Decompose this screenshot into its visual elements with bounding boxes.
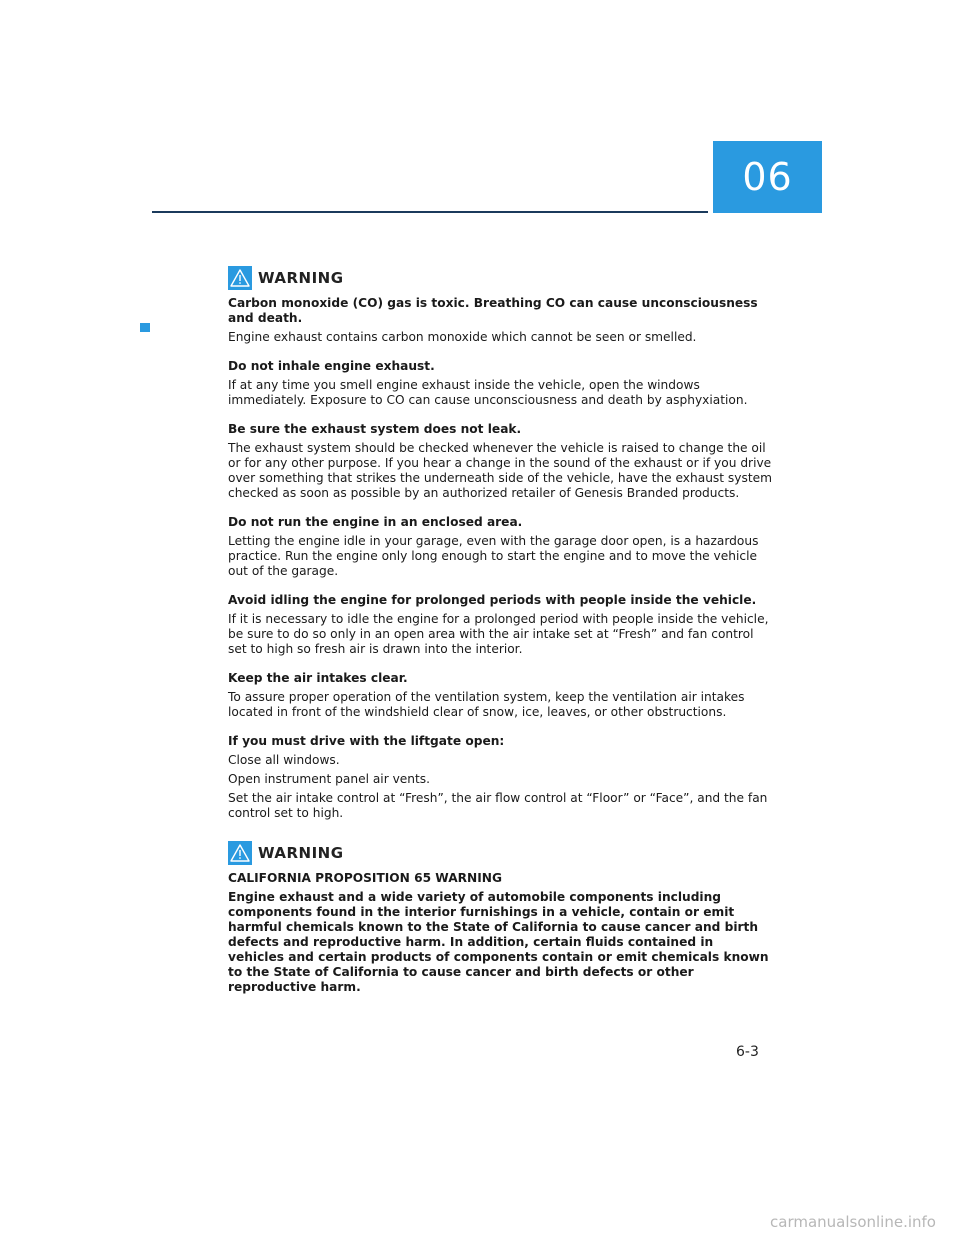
prop65-subtitle: CALIFORNIA PROPOSITION 65 WARNING [228,871,502,885]
section-heading: Do not run the engine in an enclosed area. [228,515,523,529]
warning-header [228,266,773,290]
section-heading: Avoid idling the engine for prolonged periods with people inside the vehicle. [228,593,757,607]
warning-title: WARNING [258,844,344,862]
liftgate-line: Close all windows. [228,753,340,767]
section-body: If at any time you smell engine exhaust inside the vehicle, open the windows immediately. Exposure to CO can cause unconsciousness and death by asphyxiation. [228,378,748,407]
section-marker [140,323,150,332]
warning-title: WARNING [258,269,344,287]
warning-intro-text: Engine exhaust contains carbon monoxide which cannot be seen or smelled. [228,330,697,344]
section-body: Letting the engine idle in your garage, even with the garage door open, is a hazardous practice. Run the engine only long enough to start the engine and to move the vehicle out of the garage. [228,534,759,578]
prop65-warning [228,841,773,995]
prop65-text: Engine exhaust and a wide variety of automobile components including components found in the interior furnishings in a vehicle, contain or emit harmful chemicals known to the State of California to cause cancer and birth defects and reproductive harm. In addition, certain fluids contained in vehicles and certain products of components contain or emit chemicals known to the State of California to cause cancer and birth defects or other reproductive harm. [228,890,769,994]
liftgate-heading: If you must drive with the liftgate open: [228,734,505,748]
liftgate-line: Set the air intake control at “Fresh”, the air flow control at “Floor” or “Face”, and the fan control set to high. [228,791,768,820]
section-body: If it is necessary to idle the engine for a prolonged period with people inside the vehicle, be sure to do so only in an open area with the air intake set at “Fresh” and fan control set to high so fresh air is drawn into the interior. [228,612,769,656]
watermark: carmanualsonline.info [770,1213,936,1231]
warning-intro-bold: Carbon monoxide (CO) gas is toxic. Breathing CO can cause unconsciousness and death. [228,296,758,325]
section-body: The exhaust system should be checked whenever the vehicle is raised to change the oil or for any other purpose. If you hear a change in the sound of the exhaust or if you drive over something that strikes the underneath side of the vehicle, have the exhaust system checked as soon as possible by an authorized retailer of Genesis Branded products. [228,441,772,500]
section-heading: Keep the air intakes clear. [228,671,408,685]
warning-icon [228,266,252,290]
liftgate-line: Open instrument panel air vents. [228,772,431,786]
header-rule [152,211,708,213]
section-heading: Be sure the exhaust system does not leak. [228,422,522,436]
page-content [228,266,773,995]
page-number: 6-3 [736,1044,759,1060]
warning-header [228,841,773,865]
chapter-tab [713,141,822,213]
chapter-number: 06 [742,155,793,199]
section-body: To assure proper operation of the ventilation system, keep the ventilation air intakes located in front of the windshield clear of snow, ice, leaves, or other obstructions. [228,690,745,719]
warning-icon [228,841,252,865]
section-heading: Do not inhale engine exhaust. [228,359,435,373]
